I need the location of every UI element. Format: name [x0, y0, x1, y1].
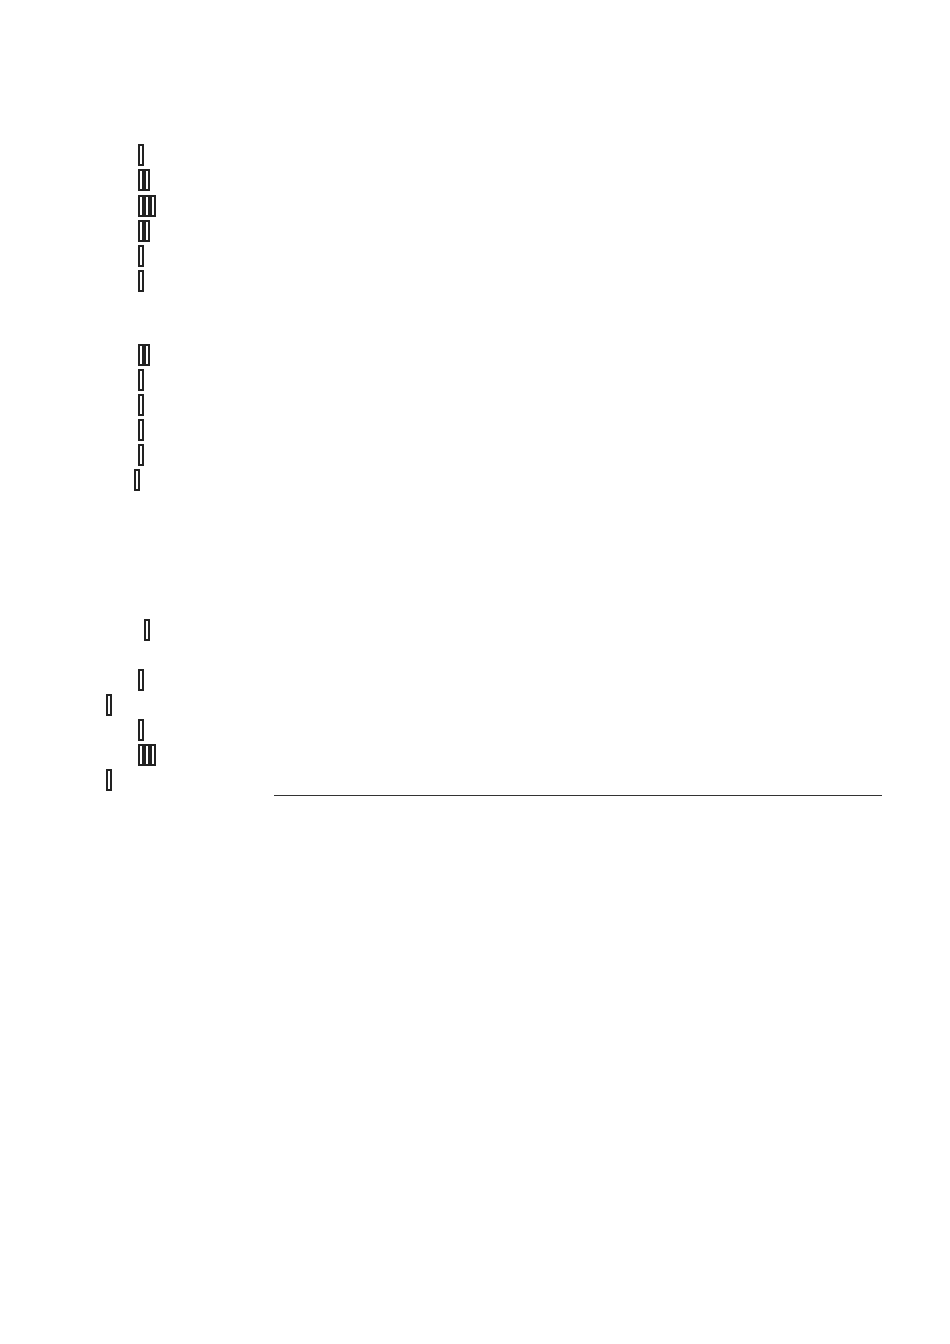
- bottom-rule: [274, 795, 882, 796]
- s2-line-4: [138, 419, 144, 441]
- s2-line-6: [134, 469, 140, 491]
- s1-line-0: [138, 144, 144, 166]
- s1-line-1: [138, 169, 150, 191]
- keyword-box: [144, 619, 150, 641]
- keyword-box: [138, 419, 144, 441]
- keyword-box: [138, 270, 144, 292]
- s3-line-3: [144, 619, 150, 641]
- keyword-box: [150, 744, 156, 766]
- keyword-box: [106, 694, 112, 716]
- keyword-box: [138, 144, 144, 166]
- keyword-box: [134, 469, 140, 491]
- s2-line-5: [138, 444, 144, 466]
- s2-line-1: [138, 344, 150, 366]
- s2-line-3: [138, 394, 144, 416]
- keyword-box: [106, 769, 112, 791]
- keyword-box: [138, 394, 144, 416]
- keyword-box: [138, 369, 144, 391]
- s1-line-3: [138, 220, 150, 242]
- s4-line-1b: [106, 694, 112, 716]
- s1-line-4: [138, 245, 144, 267]
- keyword-box: [138, 245, 144, 267]
- s4-line-1a: [138, 669, 144, 691]
- keyword-box: [138, 444, 144, 466]
- keyword-box: [144, 344, 150, 366]
- s1-line-2: [138, 195, 156, 217]
- keyword-box: [138, 669, 144, 691]
- s2-line-2: [138, 369, 144, 391]
- s4-line-3a: [138, 744, 156, 766]
- s1-line-5: [138, 270, 144, 292]
- keyword-box: [138, 719, 144, 741]
- s4-line-2: [138, 719, 144, 741]
- keyword-box: [144, 169, 150, 191]
- keyword-box: [144, 220, 150, 242]
- keyword-box: [150, 195, 156, 217]
- s4-line-3b: [106, 769, 112, 791]
